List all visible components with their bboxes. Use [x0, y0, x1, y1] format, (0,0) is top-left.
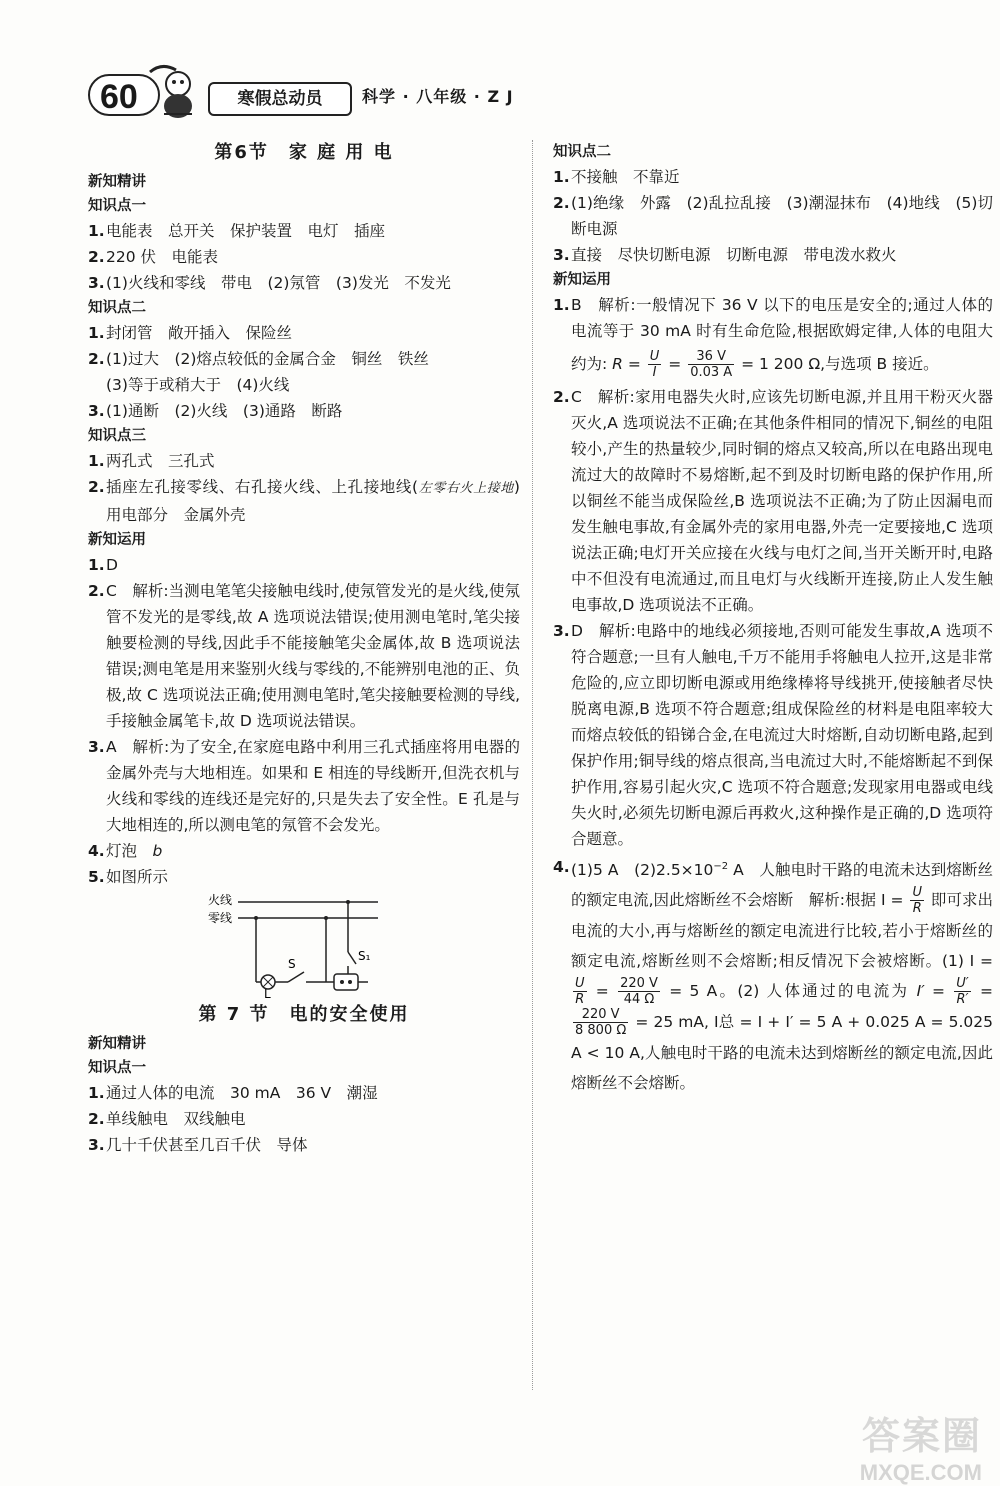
heading-knowledge-point-2: 知识点二 — [88, 300, 146, 316]
heading-application: 新知运用 — [88, 532, 146, 548]
answer-item: 2. (1)绝缘 外露 (2)乱拉乱接 (3)潮湿抹布 (4)地线 (5)切断电源 — [553, 194, 993, 238]
section-7-title: 第 7 节 电的安全使用 — [198, 1004, 410, 1025]
column-divider — [532, 140, 533, 1390]
left-column — [88, 140, 536, 1158]
label-neutral-wire: 零线 — [208, 911, 233, 925]
label-l: L — [264, 987, 271, 998]
answer-item: 5. 如图所示 — [88, 868, 169, 886]
label-s1: S₁ — [358, 949, 371, 963]
heading-application: 新知运用 — [553, 272, 611, 288]
heading-new-knowledge: 新知精讲 — [88, 1036, 146, 1052]
answer-item: 1. 不接触 不靠近 — [553, 168, 680, 186]
answer-item: 1. 两孔式 三孔式 — [88, 452, 215, 470]
switch-s1-icon — [348, 952, 356, 964]
answer-item: 2. (1)过大 (2)熔点较低的金属合金 铜丝 铁丝 — [88, 350, 429, 368]
answer-item: 3. D 解析:电路中的地线必须接地,否则可能发生事故,A 选项不符合题意;一旦有人触电,千万不能用手将触电人拉开,这是非常危险的,应立即切断电源或用绝缘棒将导线挑开,使接触者尽快脱离电源,B 选项不符合题意;组成保险丝的材料是电阻率较大而熔点较低的铅锑合金,在电流过大时熔断,自动切断电路,起到保护作用;铜导线的熔点很高,当电流过大时,不能熔断起不到保护作用,容易引起火灾,C 选项不符合题意;发现家用电器或电线失火时,必须先切断电源后再救火,这种操作是正确的,D 选项符合题意。 — [553, 622, 993, 848]
socket-icon — [334, 974, 358, 990]
circuit-diagram — [88, 892, 520, 1002]
answer-item: 3. (1)火线和零线 带电 (2)氖管 (3)发光 不发光 — [88, 274, 451, 292]
heading-new-knowledge: 新知精讲 — [88, 174, 146, 190]
heading-knowledge-point-1: 知识点一 — [88, 198, 146, 214]
answer-item: 1. 电能表 总开关 保护装置 电灯 插座 — [88, 222, 386, 240]
answer-item: 2. 220 伏 电能表 — [88, 248, 219, 266]
answer-item: 4. 灯泡 b — [88, 842, 163, 860]
subject-label: 科学 · 八年级 · Z J — [362, 87, 514, 106]
answer-item: 3. A 解析:为了安全,在家庭电路中利用三孔式插座将用电器的金属外壳与大地相连。如果和 E 相连的导线断开,但洗衣机与火线和零线的连线还是完好的,只是失去了安全性。E 孔是与大地相连的,所以测电笔的氖管不会发光。 — [88, 738, 520, 834]
resistance-formula: R = $\frac{U}{I}$ = $\frac{36 V}{0.03 A}$ = 1 200 Ω,与选项 B 接近。 — [612, 349, 939, 380]
heading-knowledge-point-3: 知识点三 — [88, 428, 146, 444]
answer-item: 4. (1)5 A $(2)2.5\times 10^{-2}$ A 人触电时干路的电流未达到熔断丝的额定电流,因此熔断丝不会熔断 解析:根据 I = $\frac{U}{R}$ 即可求出电流的大小,再与熔断丝的额定电流进行比较,若小于熔断丝的额定电流,熔断丝则不会熔断;相反情况下会被熔断。(1) I = $\frac{U}{R}$ = $\frac{220 V}{44 \Omega}$ = 5 A。(2) 人体通过的电流为 I′ = $\frac{U'}{R'}$ = $\frac{220 V}{8 800 \Omega}$ = 25 mA, I总 = I + I′ = 5 A + 0.025 A = 5.025 A < 10 A,人触电时干路的电流未达到熔断丝的额定电流,因此熔断丝不会熔断。 — [553, 858, 994, 1093]
brand-title: 寒假总动员 — [208, 82, 352, 116]
switch-s-icon — [288, 972, 304, 982]
section-6-title: 第6节 家 庭 用 电 — [214, 142, 394, 163]
answer-item: 1. D — [88, 556, 118, 574]
heading-knowledge-point-1: 知识点一 — [88, 1060, 146, 1076]
answer-item: 2. 单线触电 双线触电 — [88, 1110, 246, 1128]
label-live-wire: 火线 — [208, 893, 233, 907]
answer-item: 3. (1)通断 (2)火线 (3)通路 断路 — [88, 402, 343, 420]
answer-item-continued: (3)等于或稍大于 (4)火线 — [106, 376, 290, 394]
answer-item: 2. 插座左孔接零线、右孔接火线、上孔接地线(左零右火上接地) 用电部分 金属外壳 — [88, 478, 536, 524]
watermark-logo: 答案圈 MXQE.COM — [859, 1414, 982, 1485]
answer-item: 1. B 解析:一般情况下 36 V 以下的电压是安全的;通过人体的电流等于 30 mA 时有生命危险,根据欧姆定律,人体的电阻大约为: R = $\frac{U}{I}$ = $\frac{36 V}{0.03 A}$ = 1 200 Ω,与选项 B 接近。 — [553, 296, 993, 380]
answer-item: 3. 直接 尽快切断电源 切断电源 带电泼水救火 — [553, 246, 897, 264]
page-header — [80, 68, 540, 120]
heading-knowledge-point-2: 知识点二 — [553, 144, 611, 160]
label-s: S — [288, 957, 296, 971]
answer-item: 2. C 解析:家用电器失火时,应该先切断电源,并且用干粉灭火器灭火,A 选项说法不正确;在其他条件相同的情况下,铜丝的电阻较小,产生的热量较少,同时铜的熔点又较高,所以在电路出现电流过大的故障时不易熔断,起不到及时切断电路的保护作用,所以铜丝不能当成保险丝,B 选项说法不正确;为了防止因漏电而发生触电事故,有金属外壳的家用电器,外壳一定要接地,C 选项说法正确;电灯开关应接在火线与电灯之间,当开关断开时,电路中不但没有电流通过,而且电灯与火线断开连接,防止人发生触电事故,D 选项说法不正确。 — [553, 388, 993, 614]
answer-item: 1. 通过人体的电流 30 mA 36 V 潮湿 — [88, 1084, 378, 1102]
right-column — [553, 140, 993, 1098]
mascot-icon — [142, 62, 212, 122]
answer-item: 2. C 解析:当测电笔笔尖接触电线时,使氖管发光的是火线,使氖管不发光的是零线,故 A 选项说法错误;使用测电笔时,笔尖接触要检测的导线,因此手不能接触笔尖金属体,故 B 选项说法错误;测电笔是用来鉴别火线与零线的,不能辨别电池的正、负极,故 C 选项说法正确;使用测电笔时,笔尖接触要检测的导线,手接触金属笔卡,故 D 选项说法错误。 — [88, 582, 520, 730]
answer-item: 1. 封闭管 敞开插入 保险丝 — [88, 324, 293, 342]
page-number: 60 — [88, 74, 160, 116]
answer-item: 3. 几十千伏甚至几百千伏 导体 — [88, 1136, 308, 1154]
